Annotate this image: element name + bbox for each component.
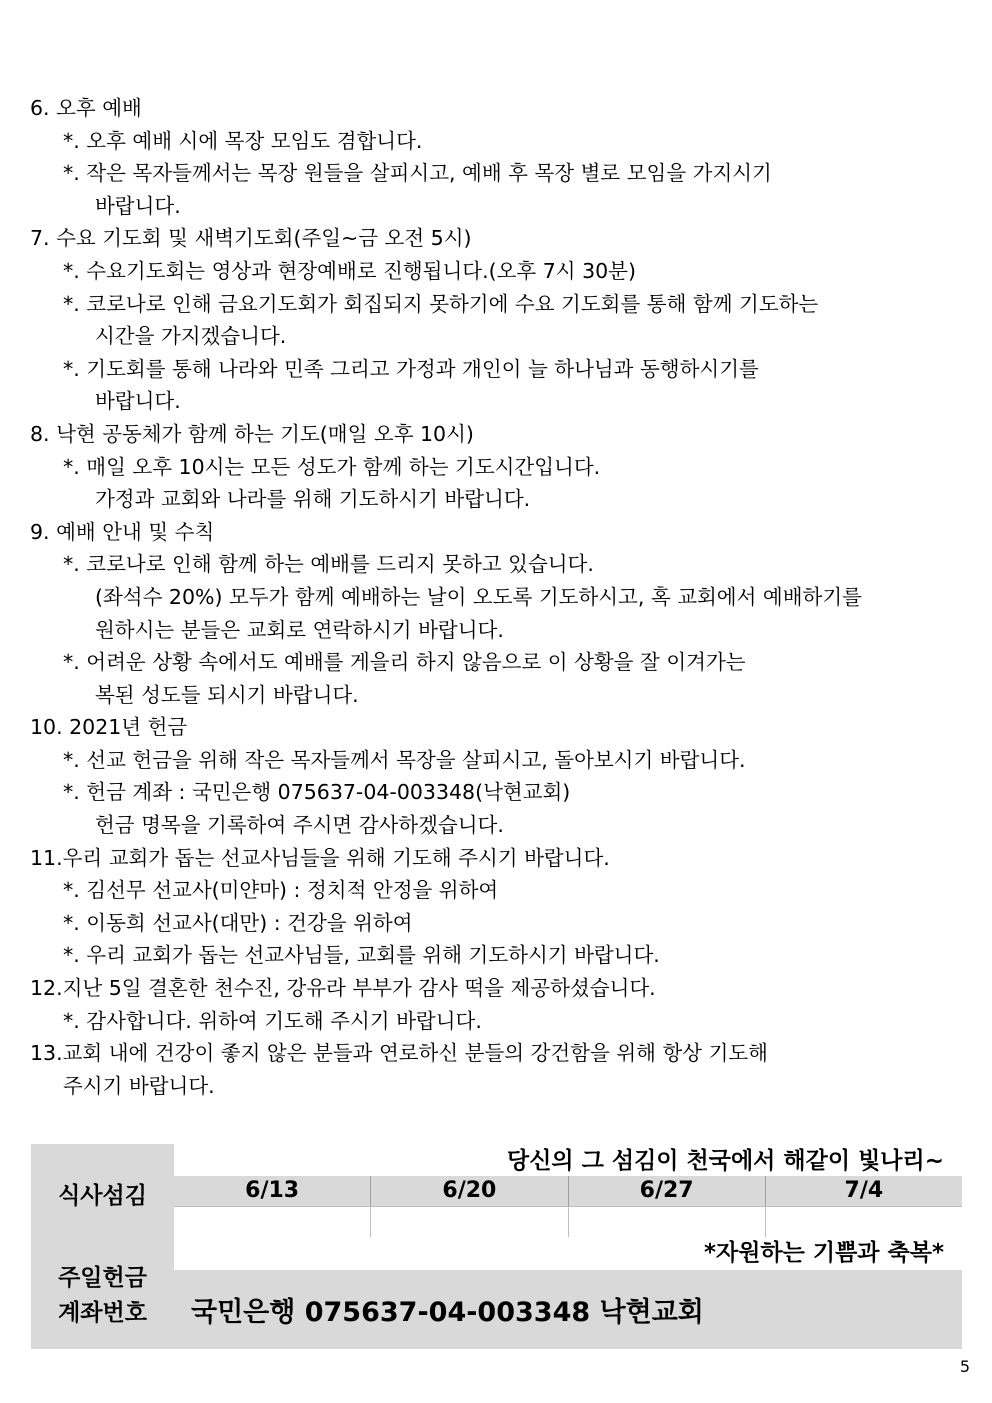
meal-server-row <box>174 1206 962 1238</box>
notice-heading: 12.지난 5일 결혼한 천수진, 강유라 부부가 감사 떡을 제공하셨습니다. <box>30 976 656 1001</box>
date-cell: 6/27 <box>568 1176 765 1206</box>
account-label: 계좌번호 <box>58 1300 147 1326</box>
meal-service-label: 식사섬김 <box>58 1183 147 1209</box>
date-row <box>174 1176 962 1206</box>
page-number: 5 <box>959 1357 970 1376</box>
meal-server-cell <box>568 1207 765 1237</box>
notice-line: *. 김선무 선교사(미얀마) : 정치적 안정을 위하여 <box>63 878 499 903</box>
notice-line: 주시기 바랍니다. <box>63 1073 215 1098</box>
notice-line: *. 코로나로 인해 함께 하는 예배를 드리지 못하고 있습니다. <box>63 552 594 577</box>
notice-line: *. 코로나로 인해 금요기도회가 회집되지 못하기에 수요 기도회를 통해 함께 기도하는 <box>63 291 819 316</box>
notice-line: 헌금 명목을 기록하여 주시면 감사하겠습니다. <box>95 813 504 838</box>
notice-line: 원하시는 분들은 교회로 연락하시기 바랍니다. <box>95 617 504 642</box>
joy-note-bar <box>174 1237 962 1270</box>
notice-line: *. 헌금 계좌 : 국민은행 075637-04-003348(낙현교회) <box>63 780 571 805</box>
meal-server-cell <box>174 1207 370 1237</box>
notice-heading: 9. 예배 안내 및 수칙 <box>30 519 215 544</box>
notice-heading: 6. 오후 예배 <box>30 96 142 120</box>
account-number: 국민은행 075637-04-003348 낙현교회 <box>191 1297 704 1328</box>
notice-line: *. 오후 예배 시에 목장 모임도 겸합니다. <box>63 128 423 153</box>
tagline-bar <box>174 1144 962 1176</box>
date-cell: 6/13 <box>245 1178 300 1203</box>
notice-line: *. 우리 교회가 돕는 선교사님들, 교회를 위해 기도하시기 바랍니다. <box>63 943 660 968</box>
notice-line: *. 이동희 선교사(대만) : 건강을 위하여 <box>63 910 413 935</box>
notice-line: *. 선교 헌금을 위해 작은 목자들께서 목장을 살피시고, 돌아보시기 바랍니다. <box>63 747 746 772</box>
notice-line: 가정과 교회와 나라를 위해 기도하시기 바랍니다. <box>95 487 531 512</box>
notice-line: (좌석수 20%) 모두가 함께 예배하는 날이 오도록 기도하시고, 혹 교회에서 예배하기를 <box>95 584 862 609</box>
notice-heading: 10. 2021년 헌금 <box>30 715 188 740</box>
notice-line: *. 매일 오후 10시는 모든 성도가 함께 하는 기도시간입니다. <box>63 454 601 479</box>
meal-server-cell <box>765 1207 962 1237</box>
notice-line: *. 수요기도회는 영상과 현장예배로 진행됩니다.(오후 7시 30분) <box>63 258 636 283</box>
notice-heading: 13.교회 내에 건강이 좋지 않은 분들과 연로하신 분들의 강건함을 위해 항상 기도해 <box>30 1041 768 1066</box>
date-cell: 7/4 <box>765 1176 962 1206</box>
date-cell: 6/20 <box>370 1176 567 1206</box>
notice-line: 바랍니다. <box>95 193 181 218</box>
notice-heading: 8. 낙현 공동체가 함께 하는 기도(매일 오후 10시) <box>30 421 474 446</box>
meal-server-cell <box>370 1207 567 1237</box>
notice-line: 시간을 가지겠습니다. <box>95 324 287 349</box>
notice-line: *. 기도회를 통해 나라와 민족 그리고 가정과 개인이 늘 하나님과 동행하시기를 <box>63 356 759 381</box>
notice-line: *. 어려운 상황 속에서도 예배를 게을리 하지 않음으로 이 상황을 잘 이겨가는 <box>63 650 746 675</box>
notice-line: 바랍니다. <box>95 389 181 414</box>
notice-line: *. 감사합니다. 위하여 기도해 주시기 바랍니다. <box>63 1008 482 1033</box>
notice-heading: 11.우리 교회가 돕는 선교사님들을 위해 기도해 주시기 바랍니다. <box>30 845 610 870</box>
offering-label: 주일헌금 <box>58 1265 147 1291</box>
notice-heading: 7. 수요 기도회 및 새벽기도회(주일~금 오전 5시) <box>30 226 472 251</box>
tagline: 당신의 그 섬김이 천국에서 해같이 빛나리~ <box>506 1148 944 1174</box>
notice-line: 복된 성도들 되시기 바랍니다. <box>95 682 359 707</box>
notice-list <box>30 92 970 1102</box>
service-box <box>31 1144 962 1349</box>
joy-note: *자원하는 기쁨과 축복* <box>703 1240 944 1266</box>
notice-line: *. 작은 목자들께서는 목장 원들을 살피시고, 예배 후 목장 별로 모임을 가지시기 <box>63 161 772 186</box>
